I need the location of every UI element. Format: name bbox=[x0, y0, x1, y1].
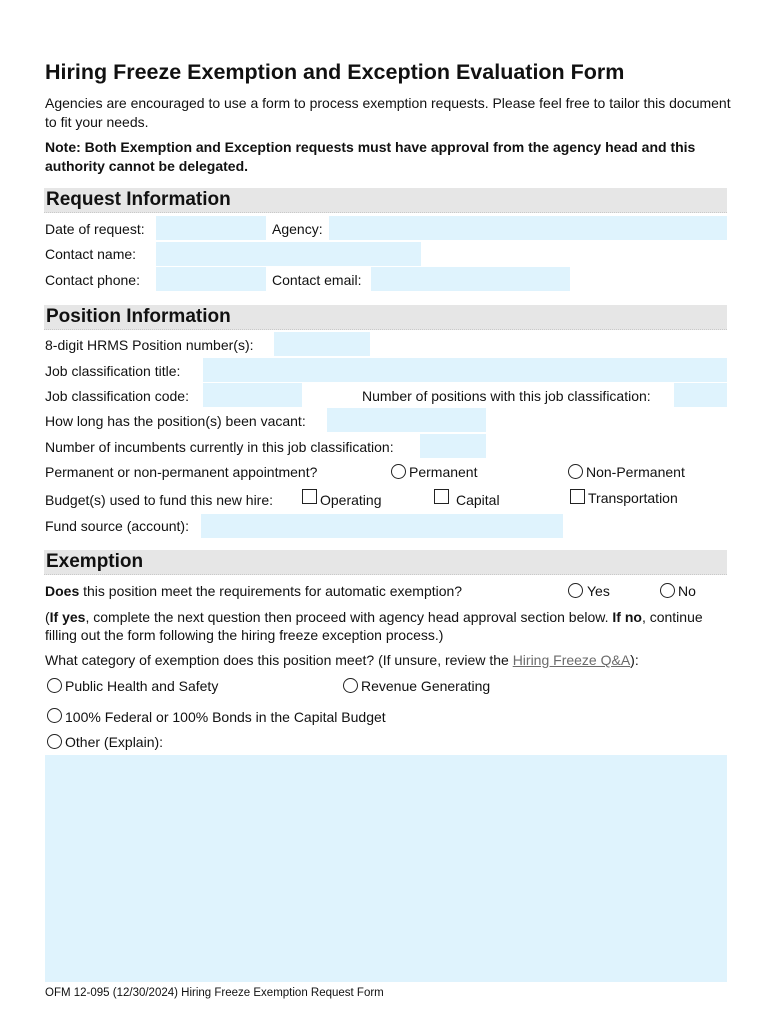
fund-source-label: Fund source (account): bbox=[45, 518, 189, 534]
public-health-safety-radio[interactable] bbox=[47, 678, 62, 693]
capital-checkbox[interactable] bbox=[434, 489, 449, 504]
instr-if-no: If no bbox=[612, 609, 642, 625]
request-information-heading: Request Information bbox=[46, 189, 231, 210]
permanent-label: Permanent bbox=[409, 464, 478, 480]
exemption-yes-radio[interactable] bbox=[568, 583, 583, 598]
form-title: Hiring Freeze Exemption and Exception Evaluation Form bbox=[45, 60, 625, 84]
form-footer: OFM 12-095 (12/30/2024) Hiring Freeze Exemption Request Form bbox=[45, 987, 384, 999]
instr-mid: , complete the next question then proceed with agency head approval section below. bbox=[85, 609, 613, 625]
contact-name-label: Contact name: bbox=[45, 246, 137, 262]
contact-phone-label: Contact phone: bbox=[45, 272, 140, 288]
automatic-exemption-question bbox=[45, 583, 462, 599]
fund-source-field[interactable] bbox=[201, 514, 563, 538]
instr-end: , continue filling out the form following the hiring freeze exception process.) bbox=[45, 609, 703, 643]
federal-bonds-label: 100% Federal or 100% Bonds in the Capital Budget bbox=[65, 709, 386, 725]
appointment-type-label: Permanent or non-permanent appointment? bbox=[45, 464, 318, 480]
transportation-checkbox[interactable] bbox=[570, 489, 585, 504]
agency-field[interactable] bbox=[329, 216, 727, 240]
approval-note: Note: Both Exemption and Exception requests must have approval from the agency head and this authority cannot be delegated. bbox=[45, 139, 696, 174]
question-text: this position meet the requirements for automatic exemption? bbox=[79, 583, 463, 599]
contact-email-field[interactable] bbox=[371, 267, 570, 291]
revenue-generating-radio[interactable] bbox=[343, 678, 358, 693]
contact-phone-field[interactable] bbox=[156, 267, 266, 291]
number-of-positions-field[interactable] bbox=[674, 383, 727, 407]
hiring-freeze-qa-link[interactable]: Hiring Freeze Q&A bbox=[512, 652, 631, 668]
category-suffix: ): bbox=[630, 652, 639, 668]
date-of-request-label: Date of request: bbox=[45, 221, 145, 237]
incumbents-label: Number of incumbents currently in this job classification: bbox=[45, 439, 394, 455]
public-health-safety-label: Public Health and Safety bbox=[65, 678, 219, 694]
intro-text: Agencies are encouraged to use a form to process exemption requests. Please feel free to tailor this document to fit your needs. bbox=[45, 95, 731, 130]
exemption-instructions bbox=[45, 608, 735, 644]
other-explain-textarea[interactable] bbox=[45, 755, 727, 982]
exemption-yes-label: Yes bbox=[587, 583, 610, 599]
hrms-position-number-label: 8-digit HRMS Position number(s): bbox=[45, 337, 254, 353]
non-permanent-radio[interactable] bbox=[568, 464, 583, 479]
exemption-category-question bbox=[45, 652, 639, 668]
category-prefix: What category of exemption does this position meet? (If unsure, review the bbox=[45, 652, 513, 668]
instr-if-yes: If yes bbox=[49, 609, 86, 625]
number-of-positions-label: Number of positions with this job classification: bbox=[362, 388, 651, 404]
other-explain-label: Other (Explain): bbox=[65, 734, 164, 750]
contact-name-field[interactable] bbox=[156, 242, 421, 266]
job-classification-title-field[interactable] bbox=[203, 358, 727, 382]
hrms-position-number-field[interactable] bbox=[274, 332, 370, 356]
operating-checkbox[interactable] bbox=[302, 489, 317, 504]
transportation-label: Transportation bbox=[588, 490, 678, 506]
contact-email-label: Contact email: bbox=[272, 272, 362, 288]
federal-bonds-radio[interactable] bbox=[47, 708, 62, 723]
question-emphasis: Does bbox=[45, 583, 80, 599]
incumbents-field[interactable] bbox=[420, 434, 486, 458]
non-permanent-label: Non-Permanent bbox=[586, 464, 685, 480]
permanent-radio[interactable] bbox=[391, 464, 406, 479]
job-classification-code-label: Job classification code: bbox=[45, 388, 189, 404]
job-classification-title-label: Job classification title: bbox=[45, 363, 181, 379]
agency-label: Agency: bbox=[272, 221, 323, 237]
exemption-header bbox=[44, 550, 727, 575]
budget-label: Budget(s) used to fund this new hire: bbox=[45, 492, 274, 508]
exemption-no-radio[interactable] bbox=[660, 583, 675, 598]
date-of-request-field[interactable] bbox=[156, 216, 266, 240]
position-information-header bbox=[44, 305, 727, 330]
position-information-heading: Position Information bbox=[46, 306, 231, 327]
vacancy-duration-label: How long has the position(s) been vacant: bbox=[45, 413, 306, 429]
request-information-header bbox=[44, 188, 727, 213]
revenue-generating-label: Revenue Generating bbox=[361, 678, 491, 694]
other-radio[interactable] bbox=[47, 734, 62, 749]
vacancy-duration-field[interactable] bbox=[327, 408, 486, 432]
capital-label: Capital bbox=[456, 492, 500, 508]
operating-label: Operating bbox=[320, 492, 382, 508]
job-classification-code-field[interactable] bbox=[203, 383, 302, 407]
exemption-heading: Exemption bbox=[46, 551, 144, 572]
exemption-no-label: No bbox=[678, 583, 696, 599]
instr-open: ( bbox=[45, 609, 50, 625]
